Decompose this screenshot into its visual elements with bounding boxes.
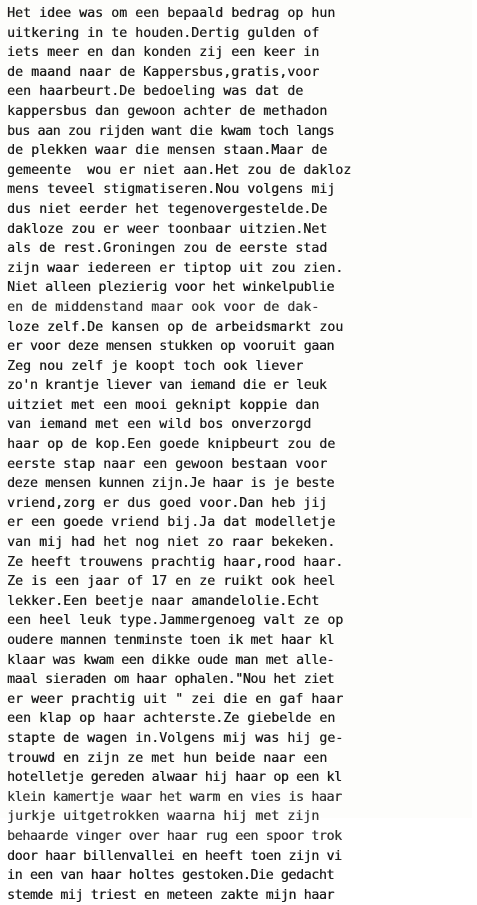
text-line: er weer prachtig uit " zei die en gaf haar [7,691,344,707]
text-line: klaar was kwam een dikke oude man met alle- [7,652,335,668]
text-line: hotelletje gereden alwaar hij haar op een kl [7,770,342,786]
text-line: en de middenstand maar ook voor de dak- [7,299,320,315]
text-line: Ze is een jaar of 17 en ze ruikt ook heel [7,574,336,590]
text-line: er voor deze mensen stukken op vooruit gaan [7,339,335,355]
text-line: Ze heeft trouwens prachtig haar,rood haar. [7,554,344,570]
text-line: klein kamertje waar het warm en vies is haar [7,789,342,805]
text-line: dakloze zou er weer toonbaar uitzien.Net [7,221,328,237]
text-line: haar op de kop.Een goede knipbeurt zou de [7,437,336,453]
text-line: oudere mannen tenminste toen ik met haar kl [7,633,335,648]
text-line: dus niet eerder het tegenovergestelde.De [7,201,328,217]
text-line: maal sieraden om haar ophalen."Nou het ziet [7,672,335,688]
text-line: trouwd en zijn ze met hun beide naar een [7,750,328,766]
text-line: in een van haar holtes gestoken.Die gedacht [7,868,335,884]
text-line: zo'n krantje liever van iemand die er leuk [7,378,327,394]
text-line: als de rest.Groningen zou de eerste stad [7,241,328,257]
text-line: uitkering in te houden.Dertig gulden of [7,25,320,41]
text-line: van mij had het nog niet zo raar bekeken. [7,535,336,551]
text-line: bus aan zou rijden want die kwam toch langs [7,123,335,139]
text-line: een haarbeurt.De bedoeling was dat de [7,84,304,100]
text-line: de maand naar de Kappersbus,gratis,voor [7,64,320,80]
text-line: loze zelf.De kansen op de arbeidsmarkt zou [7,319,344,335]
text-line: gemeente wou er niet aan.Het zou de dakloz [7,162,352,178]
text-line: een heel leuk type.Jammergenoeg valt ze op [7,613,344,629]
text-line: door haar billenvallei en heeft toen zijn vi [7,848,342,864]
text-line: jurkje uitgetrokken waarna hij met zijn [7,809,320,825]
text-line: mens teveel stigmatiseren.Nou volgens mij [7,182,336,198]
text-line: stemde mij triest en meteen zakte mijn haar [7,887,335,903]
text-line: Zeg nou zelf je koopt toch ook liever [7,358,304,374]
text-line: Niet alleen plezierig voor het winkelpublie [7,280,335,296]
text-line: lekker.Een beetje naar amandelolie.Echt [7,593,320,609]
text-line: er een goede vriend bij.Ja dat modelletje [7,515,336,531]
text-line: kappersbus dan gewoon achter de methadon [7,103,328,119]
text-line: eerste stap naar een gewoon bestaan voor [7,456,328,472]
text-line: vriend,zorg er dus goed voor.Dan heb jij [7,495,328,511]
typewritten-text [7,4,477,905]
text-line: deze mensen kunnen zijn.Je haar is je beste [7,476,335,492]
text-line: behaarde vinger over haar rug een spoor trok [7,828,342,844]
text-line: zijn waar iedereen er tiptop uit zou zien. [7,260,344,276]
text-line: de plekken waar die mensen staan.Maar de [7,143,328,159]
text-line: van iemand met een wild bos onverzorgd [7,417,312,433]
text-line: uitziet met een mooi geknipt koppie dan [7,397,320,413]
text-line: stapte de wagen in.Volgens mij was hij ge- [7,730,344,746]
text-line: iets meer en dan konden zij een keer in [7,45,320,61]
text-line: Het idee was om een bepaald bedrag op hun [7,6,336,21]
text-line: een klap op haar achterste.Ze giebelde en [7,711,336,727]
